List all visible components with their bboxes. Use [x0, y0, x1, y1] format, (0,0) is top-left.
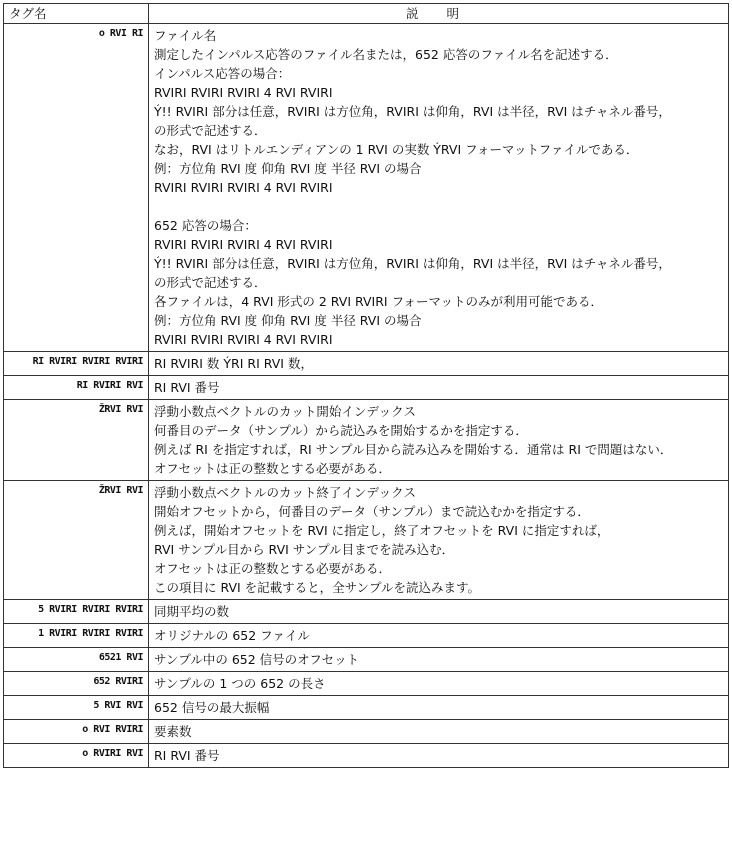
- spec-table: [3, 3, 729, 768]
- table-row: [4, 352, 729, 376]
- table-row: [4, 624, 729, 648]
- table-row: [4, 24, 729, 352]
- description-line: オリジナルの 652 ファイル: [154, 628, 310, 643]
- description-line: RVIRI RVIRI RVIRI 4 RVI RVIRI: [154, 180, 333, 195]
- table-row: [4, 400, 729, 481]
- tag-name-cell: 1 RVIRI RVIRI RVIRI: [4, 624, 149, 648]
- tag-name-cell: 5 RVIRI RVIRI RVIRI: [4, 600, 149, 624]
- description-line: RI RVIRI 数 ÝRI RI RVI 数，: [154, 356, 313, 371]
- description-line: 例：方位角 RVI 度 仰角 RVI 度 半径 RVI の場合: [154, 313, 422, 328]
- description-line: この項目に RVI を記載すると，全サンプルを読込みます。: [154, 580, 481, 595]
- description-line: RVIRI RVIRI RVIRI 4 RVI RVIRI: [154, 332, 333, 347]
- description-line: 各ファイルは，4 RVI 形式の 2 RVI RVIRI フォーマットのみが利用可能である．: [154, 294, 603, 309]
- description-line: 浮動小数点ベクトルのカット開始インデックス: [154, 404, 417, 419]
- description-line: オフセットは正の整数とする必要がある．: [154, 461, 392, 476]
- table-row: [4, 744, 729, 768]
- description-cell: [149, 744, 729, 768]
- description-line: 開始オフセットから，何番目のデータ（サンプル）まで読込むかを指定する．: [154, 504, 590, 519]
- description-line: の形式で記述する．: [154, 275, 267, 290]
- description-line: 同期平均の数: [154, 604, 230, 619]
- table-row: [4, 672, 729, 696]
- description-line: 例：方位角 RVI 度 仰角 RVI 度 半径 RVI の場合: [154, 161, 422, 176]
- table-row: [4, 481, 729, 600]
- description-cell: [149, 672, 729, 696]
- tag-name-cell: 5 RVI RVI: [4, 696, 149, 720]
- table-row: [4, 696, 729, 720]
- description-header: 説 明: [149, 4, 729, 24]
- description-cell: [149, 600, 729, 624]
- table-body: [4, 24, 729, 768]
- description-cell: [149, 624, 729, 648]
- table-row: [4, 376, 729, 400]
- description-line: [154, 197, 723, 216]
- description-cell: [149, 400, 729, 481]
- tag-name-cell: RI RVIRI RVI: [4, 376, 149, 400]
- table-row: [4, 648, 729, 672]
- description-cell: [149, 648, 729, 672]
- tag-name-cell: 6521 RVI: [4, 648, 149, 672]
- description-line: Ý!! RVIRI 部分は任意，RVIRI は方位角，RVIRI は仰角，RVI は半径，RVI はチャネル番号，: [154, 256, 671, 271]
- description-line: RI RVI 番号: [154, 748, 220, 763]
- description-line: 例えば RI を指定すれば，RI サンプル目から読み込みを開始する．通常は RI で問題はない．: [154, 442, 673, 457]
- description-line: 要素数: [154, 724, 192, 739]
- description-cell: [149, 481, 729, 600]
- description-line: 浮動小数点ベクトルのカット終了インデックス: [154, 485, 417, 500]
- description-cell: [149, 720, 729, 744]
- tag-name-cell: o RVI RVIRI: [4, 720, 149, 744]
- description-line: オフセットは正の整数とする必要がある．: [154, 561, 392, 576]
- description-line: の形式で記述する．: [154, 123, 267, 138]
- description-line: ファイル名: [154, 28, 217, 43]
- tag-name-header: タグ名: [4, 4, 149, 24]
- tag-name-cell: o RVIRI RVI: [4, 744, 149, 768]
- description-cell: [149, 376, 729, 400]
- tag-name-cell: o RVI RI: [4, 24, 149, 352]
- tag-name-cell: RI RVIRI RVIRI RVIRI: [4, 352, 149, 376]
- tag-name-cell: ŽRVI RVI: [4, 400, 149, 481]
- description-cell: [149, 696, 729, 720]
- description-cell: [149, 352, 729, 376]
- table-row: [4, 720, 729, 744]
- description-line: サンプル中の 652 信号のオフセット: [154, 652, 360, 667]
- description-line: RVI サンプル目から RVI サンプル目までを読み込む．: [154, 542, 455, 557]
- description-line: 652 信号の最大振幅: [154, 700, 270, 715]
- description-line: 例えば，開始オフセットを RVI に指定し，終了オフセットを RVI に指定すれば，: [154, 523, 610, 538]
- description-line: インパルス応答の場合：: [154, 66, 291, 81]
- description-line: 測定したインパルス応答のファイル名または，652 応答のファイル名を記述する．: [154, 47, 618, 62]
- tag-name-cell: ŽRVI RVI: [4, 481, 149, 600]
- description-cell: [149, 24, 729, 352]
- description-line: RVIRI RVIRI RVIRI 4 RVI RVIRI: [154, 237, 333, 252]
- description-line: RVIRI RVIRI RVIRI 4 RVI RVIRI: [154, 85, 333, 100]
- description-line: Ý!! RVIRI 部分は任意，RVIRI は方位角，RVIRI は仰角，RVI は半径，RVI はチャネル番号，: [154, 104, 671, 119]
- description-line: サンプルの 1 つの 652 の長さ: [154, 676, 326, 691]
- description-line: 652 応答の場合：: [154, 218, 257, 233]
- description-line: なお，RVI はリトルエンディアンの 1 RVI の実数 ÝRVI フォーマットファイルである．: [154, 142, 639, 157]
- table-row: [4, 600, 729, 624]
- description-line: 何番目のデータ（サンプル）から読込みを開始するかを指定する．: [154, 423, 528, 438]
- tag-name-cell: 652 RVIRI: [4, 672, 149, 696]
- description-line: RI RVI 番号: [154, 380, 220, 395]
- header-row: [4, 4, 729, 24]
